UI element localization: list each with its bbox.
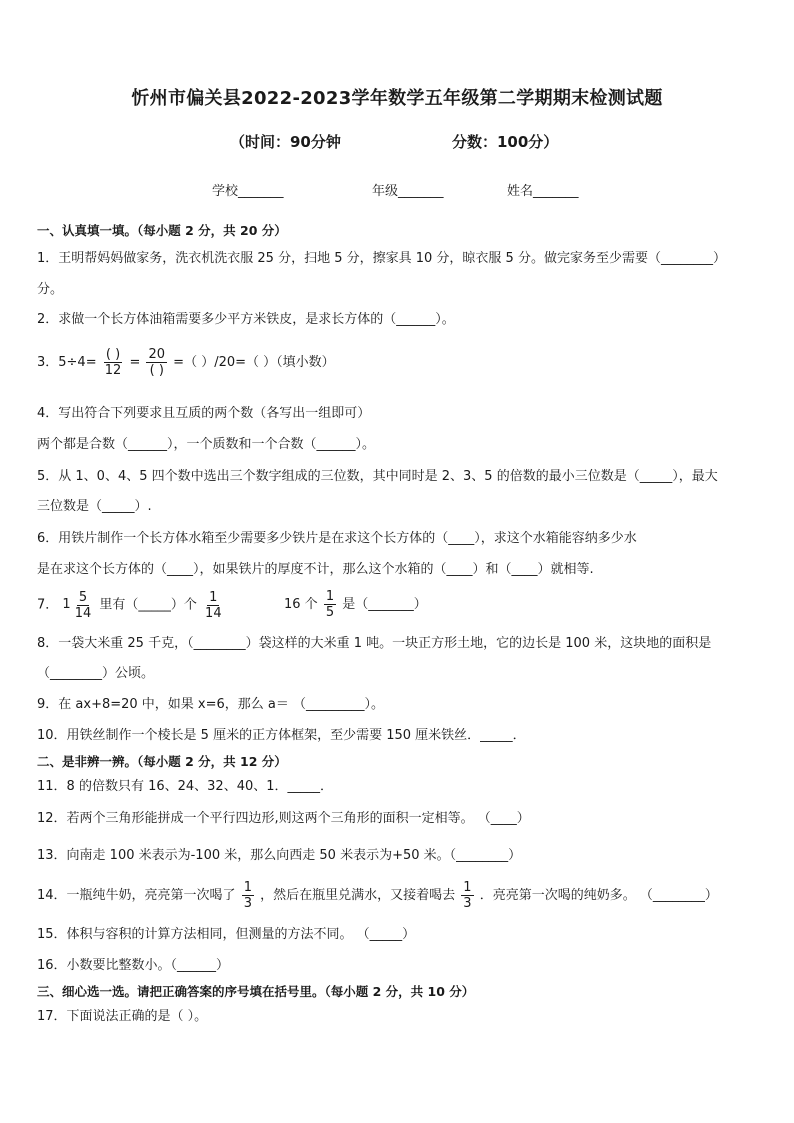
exam-time: （时间：90分钟 — [230, 133, 341, 151]
fraction-numerator: ( ) — [105, 347, 121, 362]
question-14-fraction-1 — [242, 880, 254, 911]
fraction-numerator: 5 — [78, 589, 88, 605]
mixed-number-whole: 1 — [62, 597, 71, 612]
question-7-middle: 里有（_____）个 — [99, 597, 197, 613]
equals-sign: = — [129, 355, 141, 370]
fraction-denominator: 14 — [74, 605, 92, 621]
question-11: 11．8 的倍数只有 16、24、32、40、1．_____． — [37, 779, 334, 794]
section-heading-1: 一、认真填一填。（每小题 2 分，共 20 分） — [37, 223, 287, 238]
name-field: 姓名_______ — [507, 184, 579, 199]
question-7b-suffix: 是（_______） — [342, 597, 427, 612]
fraction-numerator: 1 — [243, 880, 252, 895]
question-7-fraction-1 — [73, 590, 94, 621]
exam-score: 分数：100分） — [452, 133, 559, 151]
page-title: 忻州市偏关县2022-2023学年数学五年级第二学期期末检测试题 — [131, 88, 663, 109]
question-7b-prefix: 16 个 — [284, 597, 318, 612]
fraction-denominator: 12 — [104, 363, 122, 378]
question-1-line-2: 分。 — [37, 282, 64, 297]
fraction-numerator: 1 — [463, 880, 472, 895]
question-3 — [37, 346, 335, 380]
question-4-line-1: 4．写出符合下列要求且互质的两个数（各写出一组即可） — [37, 406, 371, 421]
question-7-fraction-2 — [203, 590, 224, 621]
school-field: 学校_______ — [212, 184, 284, 199]
fraction-denominator: 5 — [325, 605, 335, 620]
fraction-denominator: 3 — [243, 896, 252, 911]
question-16: 16．小数要比整数小。（______） — [37, 958, 230, 973]
question-10: 10．用铁丝制作一个棱长是 5 厘米的正方体框架，至少需要 150 厘米铁丝．_____． — [37, 728, 526, 743]
question-14-middle: ，然后在瓶里兑满水，又接着喝去 — [260, 888, 456, 903]
section-heading-3: 三、细心选一选。请把正确答案的序号填在括号里。（每小题 2 分，共 10 分） — [37, 984, 475, 999]
question-14-prefix: 14．一瓶纯牛奶，亮亮第一次喝了 — [37, 888, 236, 903]
fraction-numerator: 1 — [209, 589, 218, 605]
question-7-part-2 — [284, 588, 427, 622]
question-4-line-2: 两个都是合数（______），一个质数和一个合数（______）。 — [37, 437, 376, 452]
grade-field: 年级_______ — [372, 184, 444, 199]
question-14-fraction-2 — [461, 880, 473, 911]
question-9: 9．在 ax+8=20 中，如果 x=6，那么 a＝ （_________）。 — [37, 697, 385, 712]
question-3-fraction-2 — [146, 347, 167, 378]
question-8-line-1: 8．一袋大米重 25 千克，（________）袋这样的大米重 1 吨。一块正方形土地，它的边长是 100 米，这块地的面积是 — [37, 636, 712, 651]
fraction-numerator: 20 — [148, 347, 166, 362]
question-7 — [37, 588, 226, 623]
question-3-prefix: 3．5÷4= — [37, 355, 97, 370]
fraction-denominator: 3 — [463, 896, 472, 911]
question-17: 17．下面说法正确的是（ ）。 — [37, 1009, 208, 1024]
fraction-numerator: 1 — [325, 589, 335, 604]
question-3-suffix: =（ ）/20=（ ）（填小数） — [173, 355, 335, 370]
question-14 — [37, 878, 718, 914]
question-5-line-1: 5．从 1、0、4、5 四个数中选出三个数字组成的三位数，其中同时是 2、3、5 的倍数的最小三位数是（_____），最大 — [37, 469, 718, 484]
question-7-fraction-3 — [324, 589, 336, 620]
question-5-line-2: 三位数是（_____）. — [37, 499, 152, 514]
question-2: 2．求做一个长方体油箱需要多少平方米铁皮，是求长方体的（______）。 — [37, 312, 455, 327]
question-13: 13．向南走 100 米表示为-100 米，那么向西走 50 米表示为+50 米。（________） — [37, 848, 522, 863]
question-8-line-2: （________）公顷。 — [37, 666, 155, 681]
question-15: 15．体积与容积的计算方法相同，但测量的方法不同。 （_____） — [37, 927, 416, 942]
question-12: 12．若两个三角形能拼成一个平行四边形,则这两个三角形的面积一定相等。 （____） — [37, 811, 530, 826]
question-3-fraction-1 — [103, 347, 124, 378]
question-6-line-1: 6．用铁片制作一个长方体水箱至少需要多少铁片是在求这个长方体的（____），求这个水箱能容纳多少水 — [37, 531, 637, 546]
fraction-denominator: ( ) — [149, 363, 164, 378]
question-6-line-2: 是在求这个长方体的（____），如果铁片的厚度不计，那么这个水箱的（____）和（____）就相等. — [37, 562, 594, 577]
question-14-suffix: ．亮亮第一次喝的纯奶多。 （________） — [479, 888, 718, 903]
question-1-line-1: 1．王明帮妈妈做家务，洗衣机洗衣服 25 分，扫地 5 分，擦家具 10 分，晾衣服 5 分。做完家务至少需要（________） — [37, 251, 726, 266]
section-heading-2: 二、是非辨一辨。（每小题 2 分，共 12 分） — [37, 754, 287, 769]
fraction-denominator: 14 — [205, 605, 222, 621]
question-7-prefix: 7． — [37, 597, 59, 613]
